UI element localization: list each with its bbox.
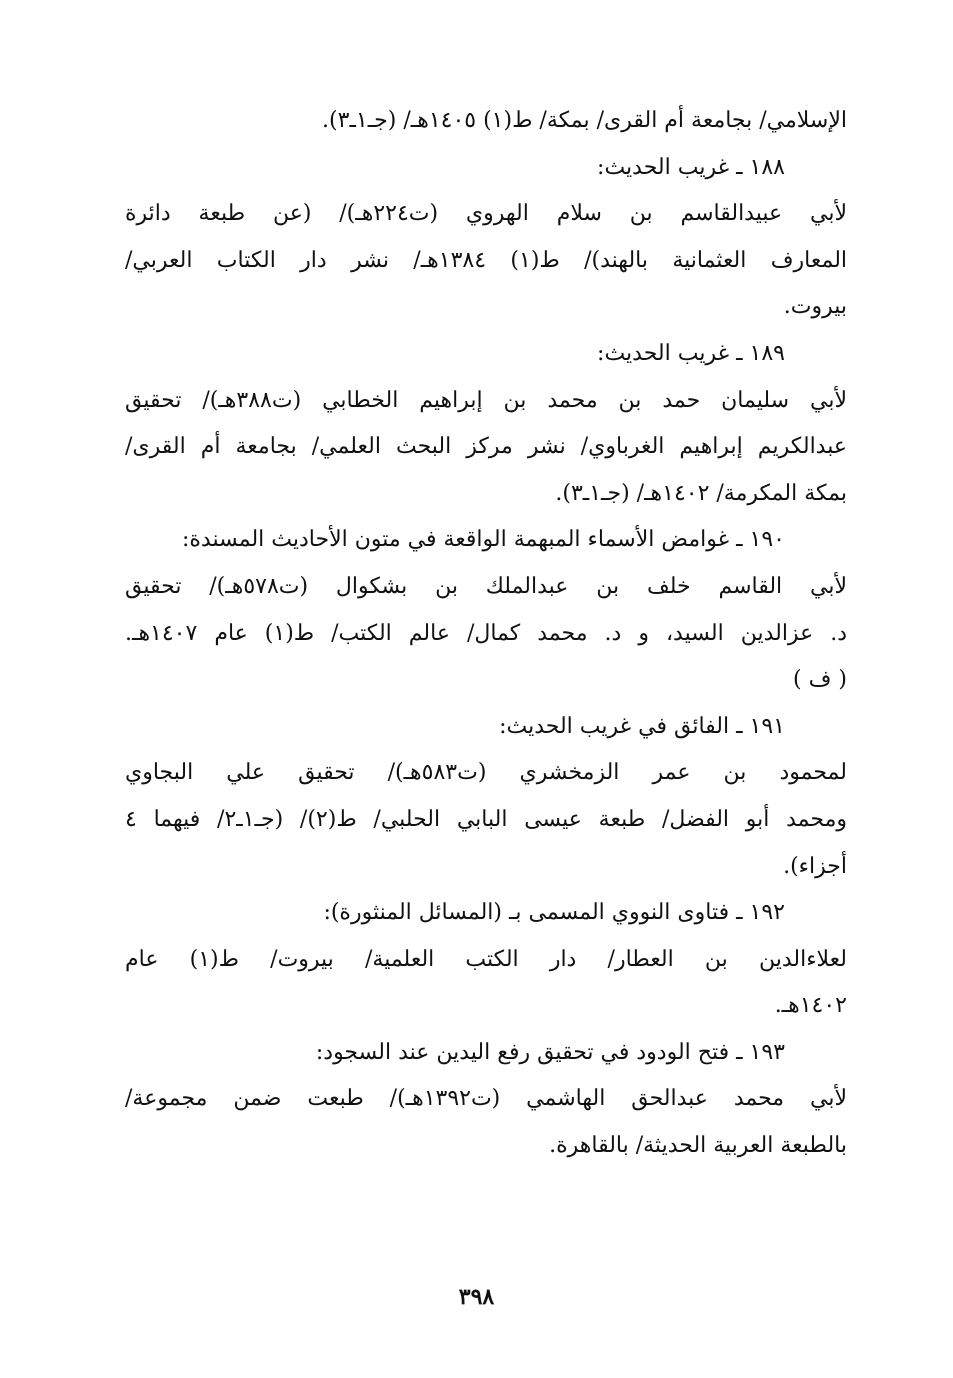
text-line: بمكة المكرمة/ ١٤٠٢هـ/ (جـ١ـ٣). — [555, 480, 847, 506]
entry-heading: ١٩٢ ـ فتاوى النووي المسمى بـ (المسائل المنثورة): — [323, 900, 785, 926]
section-letter: ( ف ) — [793, 667, 847, 693]
text-line: لعلاءالدين بن العطار/ دار الكتب العلمية/ بيروت/ ط(١) عام — [125, 946, 847, 972]
entry-heading: ١٩٠ ـ غوامض الأسماء المبهمة الواقعة في متون الأحاديث المسندة: — [181, 527, 785, 553]
text-line: بالطبعة العربية الحديثة/ بالقاهرة. — [549, 1133, 847, 1159]
entry-heading: ١٩١ ـ الفائق في غريب الحديث: — [499, 713, 785, 739]
entry-heading: ١٨٨ ـ غريب الحديث: — [597, 154, 785, 180]
bibliography-text — [125, 98, 847, 1170]
text-line: لأبي القاسم خلف بن عبدالملك بن بشكوال (ت٥٧٨هـ)/ تحقيق — [125, 573, 847, 599]
text-line: لأبي محمد عبدالحق الهاشمي (ت١٣٩٢هـ)/ طبعت ضمن مجموعة/ — [125, 1086, 847, 1112]
text-line: بيروت. — [783, 294, 847, 320]
text-line: عبدالكريم إبراهيم الغرباوي/ نشر مركز البحث العلمي/ بجامعة أم القرى/ — [125, 434, 847, 460]
page-number: ٣٩٨ — [458, 1284, 495, 1310]
text-line: أجزاء). — [783, 853, 847, 879]
text-line: د. عزالدين السيد، و د. محمد كمال/ عالم الكتب/ ط(١) عام ١٤٠٧هـ. — [125, 620, 847, 646]
text-line: لأبي سليمان حمد بن محمد بن إبراهيم الخطابي (ت٣٨٨هـ)/ تحقيق — [125, 387, 847, 413]
text-line: المعارف العثمانية بالهند)/ ط(١) ١٣٨٤هـ/ نشر دار الكتاب العربي/ — [125, 247, 847, 273]
text-line: الإسلامي/ بجامعة أم القرى/ بمكة/ ط(١) ١٤٠٥هـ/ (جـ١ـ٣). — [322, 108, 847, 133]
entry-heading: ١٨٩ ـ غريب الحديث: — [597, 340, 785, 366]
text-line: لأبي عبيدالقاسم بن سلام الهروي (ت٢٢٤هـ)/ (عن طبعة دائرة — [125, 201, 847, 227]
text-line: ومحمد أبو الفضل/ طبعة عيسى البابي الحلبي/ ط(٢)/ (جـ١ـ٢/ فيهما ٤ — [125, 806, 847, 832]
entry-heading: ١٩٣ ـ فتح الودود في تحقيق رفع اليدين عند السجود: — [315, 1039, 785, 1065]
text-line: ١٤٠٢هـ. — [774, 993, 847, 1019]
text-line: لمحمود بن عمر الزمخشري (ت٥٨٣هـ)/ تحقيق علي البجاوي — [125, 760, 847, 786]
